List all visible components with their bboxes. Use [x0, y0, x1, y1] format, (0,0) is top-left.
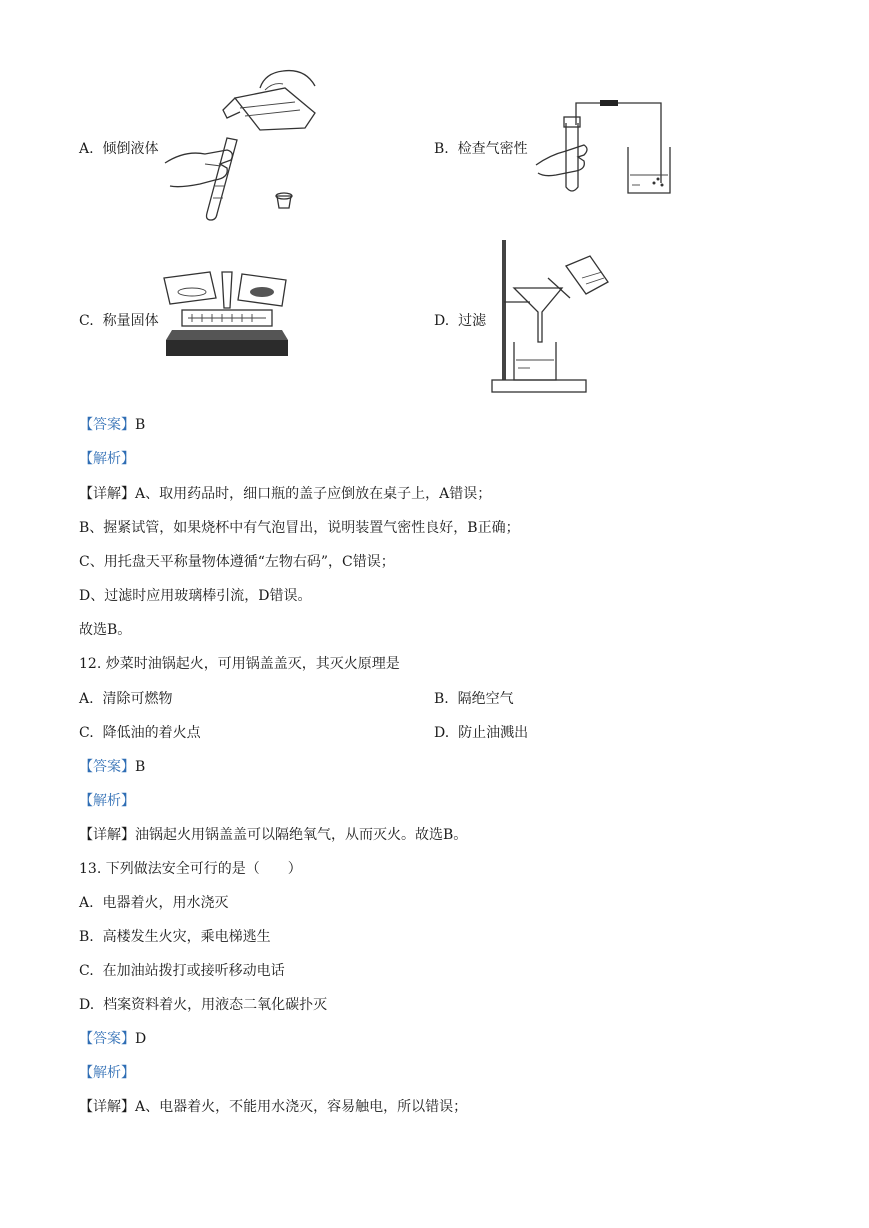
filtration-illustration	[490, 238, 615, 396]
q13-option-a	[79, 894, 228, 912]
option-text: 检查气密性	[457, 141, 528, 157]
option-text: 称量固体	[102, 313, 159, 329]
option-letter: C.	[79, 963, 94, 979]
option-letter: A.	[79, 141, 94, 157]
q13-option-c	[79, 962, 285, 980]
q13-answer	[79, 1030, 146, 1048]
option-letter: C.	[79, 725, 94, 741]
q11-detail-line-4: D、过滤时应用玻璃棒引流，D错误。	[79, 588, 312, 604]
answer-value: D	[135, 1031, 147, 1047]
option-text: 过滤	[458, 313, 487, 329]
option-text: 防止油溅出	[458, 725, 529, 741]
q12-answer	[79, 758, 145, 776]
q11-detail-line-1	[79, 485, 491, 503]
option-letter: C.	[79, 313, 94, 329]
q12-detail	[79, 826, 467, 844]
q13-stem: 13. 下列做法安全可行的是（ ）	[79, 861, 302, 877]
detail-tag: 【详解】	[79, 827, 135, 843]
answer-value: B	[135, 759, 146, 775]
option-letter: A.	[79, 895, 94, 911]
q12-stem: 12. 炒菜时油锅起火，可用锅盖盖灭，其灭火原理是	[79, 656, 400, 672]
option-letter: B.	[79, 929, 94, 945]
option-text: 降低油的着火点	[102, 725, 201, 741]
pouring-liquid-illustration	[165, 68, 315, 218]
q12-option-c	[79, 724, 201, 742]
option-letter: D.	[434, 313, 450, 329]
option-letter: B.	[434, 691, 449, 707]
detail-text: A、取用药品时，细口瓶的盖子应倒放在桌子上，A错误；	[135, 486, 492, 502]
answer-tag: 【答案】	[79, 1031, 135, 1047]
q12-option-d	[434, 724, 528, 742]
option-text: 在加油站拨打或接听移动电话	[102, 963, 285, 979]
q13-detail	[79, 1098, 467, 1116]
balance-illustration	[162, 268, 292, 360]
option-text: 高楼发生火灾，乘电梯逃生	[102, 929, 271, 945]
option-letter: D.	[434, 725, 450, 741]
option-letter: A.	[79, 691, 94, 707]
q11-analysis-tag: 【解析】	[79, 451, 135, 467]
option-letter: D.	[79, 997, 95, 1013]
airtightness-check-illustration	[536, 95, 671, 195]
q12-option-b	[434, 690, 514, 708]
option-letter: B.	[434, 141, 449, 157]
detail-text: A、电器着火，不能用水浇灭，容易触电，所以错误；	[135, 1099, 468, 1115]
detail-text: 油锅起火用锅盖盖可以隔绝氧气，从而灭火。故选B。	[135, 827, 468, 843]
q12-analysis-tag: 【解析】	[79, 793, 135, 809]
detail-tag: 【详解】	[79, 486, 135, 502]
q13-option-d	[79, 996, 327, 1014]
q11-answer	[79, 416, 145, 434]
q12-option-a	[79, 690, 172, 708]
answer-tag: 【答案】	[79, 417, 135, 433]
option-text: 隔绝空气	[457, 691, 514, 707]
detail-tag: 【详解】	[79, 1099, 135, 1115]
option-text: 电器着火，用水浇灭	[102, 895, 229, 911]
option-text: 档案资料着火，用液态二氧化碳扑灭	[103, 997, 328, 1013]
q13-analysis-tag: 【解析】	[79, 1065, 135, 1081]
answer-value: B	[135, 417, 146, 433]
q11-detail-line-3: C、用托盘天平称量物体遵循“左物右码”，C错误；	[79, 554, 395, 570]
option-text: 倾倒液体	[102, 141, 159, 157]
q11-detail-line-2: B、握紧试管，如果烧杯中有气泡冒出，说明装置气密性良好，B正确；	[79, 520, 520, 536]
answer-tag: 【答案】	[79, 759, 135, 775]
q13-option-b	[79, 928, 271, 946]
option-text: 清除可燃物	[102, 691, 173, 707]
q11-detail-line-5: 故选B。	[79, 622, 132, 638]
